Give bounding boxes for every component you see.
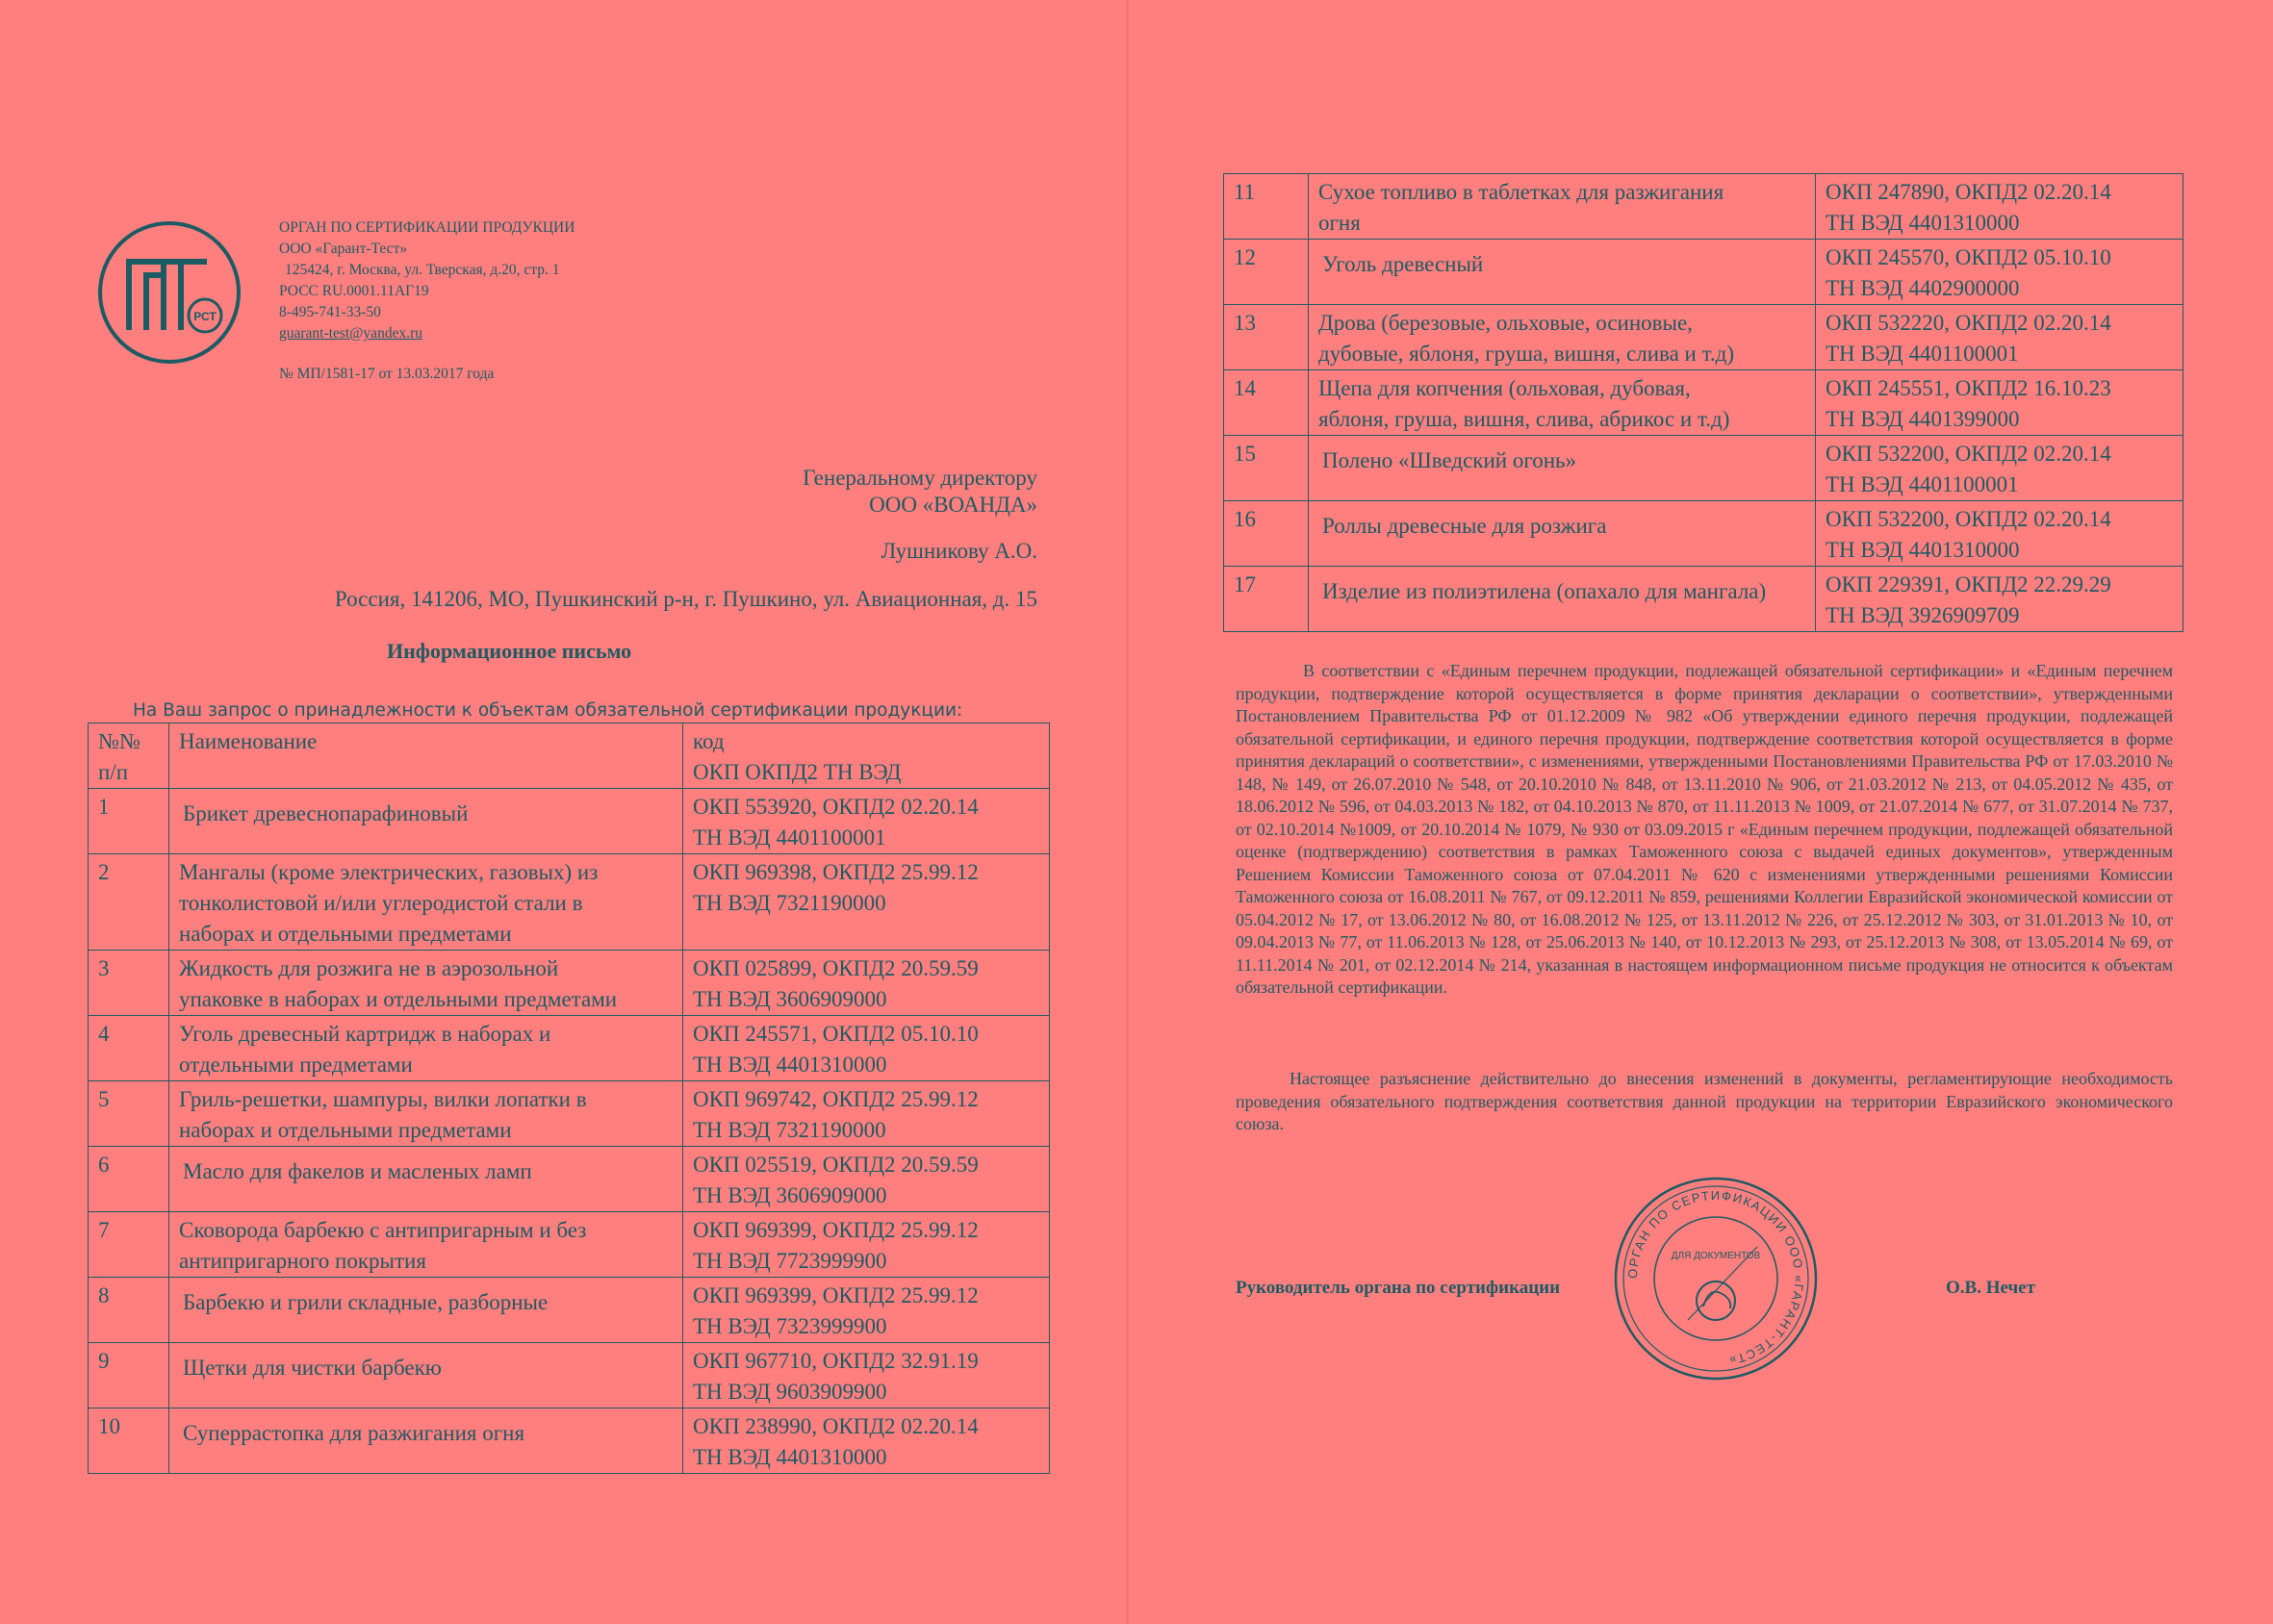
addressee-address: Россия, 141206, МО, Пушкинский р-н, г. Пушкино, ул. Авиационная, д. 15	[334, 587, 1037, 611]
product-name	[1309, 174, 1816, 240]
product-name-line: Уголь древесный	[1322, 252, 1484, 276]
product-code-line: ОКП 969742, ОКПД2 25.99.12	[693, 1087, 979, 1111]
product-code	[1816, 305, 2184, 370]
product-name-line: Барбекю и грили складные, разборные	[183, 1290, 549, 1314]
row-number: 7	[89, 1212, 169, 1278]
product-name-line: Изделие из полиэтилена (опахало для мангала)	[1322, 579, 1767, 603]
org-company: ООО «Гарант-Тест»	[279, 241, 408, 257]
row-number: 4	[89, 1016, 169, 1081]
row-number: 16	[1224, 501, 1309, 567]
table-row	[89, 854, 1050, 951]
official-seal	[1613, 1176, 1819, 1382]
product-name-line: Мангалы (кроме электрических, газовых) из	[179, 860, 599, 884]
table-row	[1224, 567, 2184, 632]
product-name-line: Полено «Шведский огонь»	[1322, 448, 1576, 472]
product-name	[1309, 436, 1816, 501]
product-code	[683, 789, 1050, 854]
row-number: 1	[89, 789, 169, 854]
product-name	[169, 1408, 683, 1474]
table-row	[89, 1408, 1050, 1474]
product-code-line: ОКП 245570, ОКПД2 05.10.10	[1826, 245, 2111, 269]
org-header	[279, 217, 575, 344]
letter-intro: На Ваш запрос о принадлежности к объектам обязательной сертификации продукции:	[133, 700, 963, 721]
product-code-line: ОКП 532200, ОКПД2 02.20.14	[1826, 507, 2111, 531]
product-code-line: ТН ВЭД 9603909900	[693, 1380, 887, 1404]
seal-ring-text: ОРГАН ПО СЕРТИФИКАЦИИ ООО «ГАРАНТ-ТЕСТ»	[1624, 1187, 1807, 1368]
row-number: 11	[1224, 174, 1309, 240]
row-number: 2	[89, 854, 169, 951]
addressee-position: Генеральному директору	[803, 466, 1037, 490]
document-reference: № МП/1581-17 от 13.03.2017 года	[279, 366, 495, 382]
product-code-line: ТН ВЭД 4401100001	[693, 825, 886, 850]
row-number: 9	[89, 1343, 169, 1408]
product-code-line: ОКП 229391, ОКПД2 22.29.29	[1826, 572, 2111, 596]
addressee-company: ООО «ВОАНДА»	[869, 493, 1037, 517]
table-row	[89, 951, 1050, 1016]
legal-basis-paragraph: В соответствии с «Единым перечнем продукции, подлежащей обязательной сертификации» и «Единым перечнем продукции, подтверждение которой осуществляется в форме принятия декларации о соответствии», утвержденными Постановлением Правительства РФ от 01.12.2009 № 982 «Об утверждении единого перечня продукции, подлежащей обязательной сертификации, и единого перечня продукции, подтверждение соответствия которой осуществляется в форме принятия деклараций о соответствии», с изменениями, утвержденными Постановлениями Правительства РФ от 17.03.2010 № 148, № 149, от 26.07.2010 № 548, от 20.10.2010 № 848, от 13.11.2010 № 906, от 21.03.2012 № 213, от 04.05.2012 № 435, от 18.06.2012 № 596, от 04.03.2013 № 182, от 04.10.2013 № 870, от 11.11.2013 № 1009, от 21.07.2014 № 677, от 31.07.2014 № 737, от 02.10.2014 №1009, от 20.10.2014 № 1079, № 930 от 03.09.2015 г «Единым перечнем продукции, подлежащей обязательной оценке (подтверждению) соответствия в рамках Таможенного союза с выдачей единых документов», утвержденным Решением Комиссии Таможенного союза от 07.04.2011 № 620 с изменениями утвержденными решениями Комиссии Таможенного союза от 16.08.2011 № 767, от 09.12.2011 № 859, решениями Коллегии Евразийской экономической комиссии от 05.04.2012 № 17, от 13.06.2012 № 80, от 16.08.2012 № 125, от 13.11.2012 № 226, от 25.12.2012 № 303, от 31.01.2013 № 10, от 09.04.2013 № 77, от 11.06.2013 № 128, от 25.06.2013 № 140, от 10.12.2013 № 293, от 25.12.2013 № 308, от 13.05.2014 № 69, от 11.11.2014 № 201, от 02.12.2014 № 214, указанная в настоящем информационном письме продукция не относится к объектам обязательной сертификации.	[1236, 661, 2173, 997]
left-page	[0, 0, 1128, 1624]
row-number: 14	[1224, 370, 1309, 436]
product-code	[683, 854, 1050, 951]
product-name-line: Масло для факелов и масленых ламп	[183, 1159, 532, 1183]
product-code	[1816, 174, 2184, 240]
row-number: 8	[89, 1278, 169, 1343]
product-code-line: ОКП 532220, ОКПД2 02.20.14	[1826, 311, 2111, 335]
seal-inner-text: ДЛЯ ДОКУМЕНТОВ	[1671, 1251, 1761, 1261]
row-number: 3	[89, 951, 169, 1016]
product-code-line: ОКП 245551, ОКПД2 16.10.23	[1826, 376, 2111, 400]
products-table-left	[88, 723, 1050, 1474]
product-code-line: ОКП 969399, ОКПД2 25.99.12	[693, 1283, 979, 1307]
table-row	[89, 1278, 1050, 1343]
product-name-line: яблоня, груша, вишня, слива, абрикос и т.д)	[1318, 407, 1730, 431]
product-code	[683, 1278, 1050, 1343]
product-code	[1816, 436, 2184, 501]
header-num-line2: п/п	[98, 760, 129, 784]
product-name-line: Уголь древесный картридж в наборах и	[179, 1022, 551, 1046]
product-name	[169, 951, 683, 1016]
product-name-line: Суперрастопка для разжигания огня	[183, 1421, 525, 1445]
product-name	[169, 1278, 683, 1343]
validity-paragraph: Настоящее разъяснение действительно до внесения изменений в документы, регламентирующие необходимость проведения обязательного подтверждения соответствия данной продукции на территории Евразийского экономического союза.	[1236, 1069, 2173, 1133]
row-number: 17	[1224, 567, 1309, 632]
product-code-line: ТН ВЭД 4402900000	[1826, 276, 2020, 300]
logo-letters: РСТ	[193, 310, 217, 323]
header-code	[683, 723, 1050, 789]
product-code-line: ОКП 238990, ОКПД2 02.20.14	[693, 1414, 979, 1438]
product-name-line: тонколистовой и/или углеродистой стали в	[179, 891, 583, 915]
table-row	[1224, 370, 2184, 436]
product-name	[169, 1147, 683, 1212]
products-table-right	[1223, 173, 2184, 632]
product-code	[683, 1081, 1050, 1147]
product-code-line: ТН ВЭД 4401399000	[1826, 407, 2020, 431]
product-code-line: ТН ВЭД 4401310000	[1826, 211, 2020, 235]
product-code-line: ТН ВЭД 4401310000	[693, 1445, 887, 1469]
product-code-line: ТН ВЭД 4401310000	[693, 1053, 887, 1077]
product-code-line: ОКП 969398, ОКПД2 25.99.12	[693, 860, 979, 884]
product-code	[1816, 501, 2184, 567]
product-name-line: Гриль-решетки, шампуры, вилки лопатки в	[179, 1087, 587, 1111]
certification-body-logo	[96, 219, 243, 366]
product-name-line: Дрова (березовые, ольховые, осиновые,	[1318, 311, 1693, 335]
header-name-label: Наименование	[179, 729, 318, 753]
org-address: 125424, г. Москва, ул. Тверская, д.20, стр. 1	[285, 262, 560, 278]
org-phone: 8-495-741-33-50	[279, 304, 381, 320]
product-code-line: ОКП 247890, ОКПД2 02.20.14	[1826, 180, 2111, 204]
signatory-role: Руководитель органа по сертификации	[1236, 1278, 1561, 1298]
product-name	[169, 789, 683, 854]
product-name	[1309, 240, 1816, 305]
table-row	[1224, 501, 2184, 567]
product-code	[683, 1016, 1050, 1081]
svg-text:ОРГАН ПО СЕРТИФИКАЦИИ ООО «ГАР	[1625, 1188, 1806, 1368]
table-header-row	[89, 723, 1050, 789]
product-code	[1816, 567, 2184, 632]
addressee-name: Лушникову А.О.	[881, 539, 1037, 563]
product-code	[683, 1147, 1050, 1212]
product-code-line: ОКП 532200, ОКПД2 02.20.14	[1826, 442, 2111, 466]
product-name	[169, 1212, 683, 1278]
product-name-line: антипригарного покрытия	[179, 1249, 426, 1273]
product-name	[169, 854, 683, 951]
product-code-line: ТН ВЭД 3926909709	[1826, 603, 2020, 627]
product-name-line: Сковорода барбекю с антипригарным и без	[179, 1218, 587, 1242]
row-number: 15	[1224, 436, 1309, 501]
header-name	[169, 723, 683, 789]
table-row	[89, 1081, 1050, 1147]
header-num-line1: №№	[98, 729, 140, 753]
product-name	[1309, 370, 1816, 436]
product-code-line: ТН ВЭД 4401100001	[1826, 472, 2019, 496]
org-accreditation: РОСС RU.0001.11АГ19	[279, 283, 429, 299]
row-number: 13	[1224, 305, 1309, 370]
product-code-line: ТН ВЭД 4401100001	[1826, 342, 2019, 366]
table-row	[89, 1016, 1050, 1081]
row-number: 12	[1224, 240, 1309, 305]
product-code-line: ОКП 025519, ОКПД2 20.59.59	[693, 1153, 979, 1177]
signatory-name: О.В. Нечет	[1946, 1278, 2035, 1298]
product-name-line: упаковке в наборах и отдельными предметами	[179, 987, 618, 1011]
product-name-line: Брикет древеснопарафиновый	[183, 801, 469, 825]
product-name	[169, 1081, 683, 1147]
product-code-line: ОКП 553920, ОКПД2 02.20.14	[693, 795, 979, 819]
table-row	[89, 1147, 1050, 1212]
product-name-line: наборах и отдельными предметами	[179, 1118, 512, 1142]
product-code-line: ТН ВЭД 4401310000	[1826, 538, 2020, 562]
product-code-line: ОКП 967710, ОКПД2 32.91.19	[693, 1349, 979, 1373]
product-name	[1309, 501, 1816, 567]
product-code-line: ТН ВЭД 3606909000	[693, 1183, 887, 1207]
header-num	[89, 723, 169, 789]
product-code-line: ТН ВЭД 3606909000	[693, 987, 887, 1011]
letter-title: Информационное письмо	[387, 639, 632, 663]
header-code-line1: код	[693, 729, 725, 753]
table-row	[1224, 240, 2184, 305]
table-row	[1224, 436, 2184, 501]
page-fold	[1126, 0, 1129, 1624]
product-name-line: Сухое топливо в таблетках для разжигания	[1318, 180, 1724, 204]
product-name-line: огня	[1318, 211, 1361, 235]
product-code	[683, 1408, 1050, 1474]
row-number: 10	[89, 1408, 169, 1474]
product-name	[169, 1016, 683, 1081]
product-code-line: ОКП 025899, ОКПД2 20.59.59	[693, 956, 979, 980]
product-code-line: ОКП 969399, ОКПД2 25.99.12	[693, 1218, 979, 1242]
row-number: 5	[89, 1081, 169, 1147]
table-row	[89, 1212, 1050, 1278]
product-code	[683, 1343, 1050, 1408]
product-code-line: ТН ВЭД 7723999900	[693, 1249, 887, 1273]
product-code-line: ТН ВЭД 7321190000	[693, 891, 886, 915]
product-code	[1816, 370, 2184, 436]
product-code-line: ОКП 245571, ОКПД2 05.10.10	[693, 1022, 979, 1046]
product-name-line: отдельными предметами	[179, 1053, 413, 1077]
product-name-line: Жидкость для розжига не в аэрозольной	[179, 956, 559, 980]
product-name-line: наборах и отдельными предметами	[179, 922, 512, 946]
product-name-line: дубовые, яблоня, груша, вишня, слива и т.д)	[1318, 342, 1735, 366]
table-row	[89, 1343, 1050, 1408]
product-code	[683, 951, 1050, 1016]
product-code	[683, 1212, 1050, 1278]
product-name-line: Роллы древесные для розжига	[1322, 514, 1607, 538]
product-code	[1816, 240, 2184, 305]
table-row	[89, 789, 1050, 854]
product-name-line: Щепа для копчения (ольховая, дубовая,	[1318, 376, 1691, 400]
row-number: 6	[89, 1147, 169, 1212]
product-name	[169, 1343, 683, 1408]
product-name-line: Щетки для чистки барбекю	[183, 1356, 442, 1380]
table-row	[1224, 174, 2184, 240]
product-name	[1309, 567, 1816, 632]
header-code-line2: ОКП ОКПД2 ТН ВЭД	[693, 760, 902, 784]
product-name	[1309, 305, 1816, 370]
table-row	[1224, 305, 2184, 370]
org-email-link[interactable]: guarant-test@yandex.ru	[279, 325, 422, 342]
product-code-line: ТН ВЭД 7323999900	[693, 1314, 887, 1338]
org-title: ОРГАН ПО СЕРТИФИКАЦИИ ПРОДУКЦИИ	[279, 219, 575, 236]
product-code-line: ТН ВЭД 7321190000	[693, 1118, 886, 1142]
